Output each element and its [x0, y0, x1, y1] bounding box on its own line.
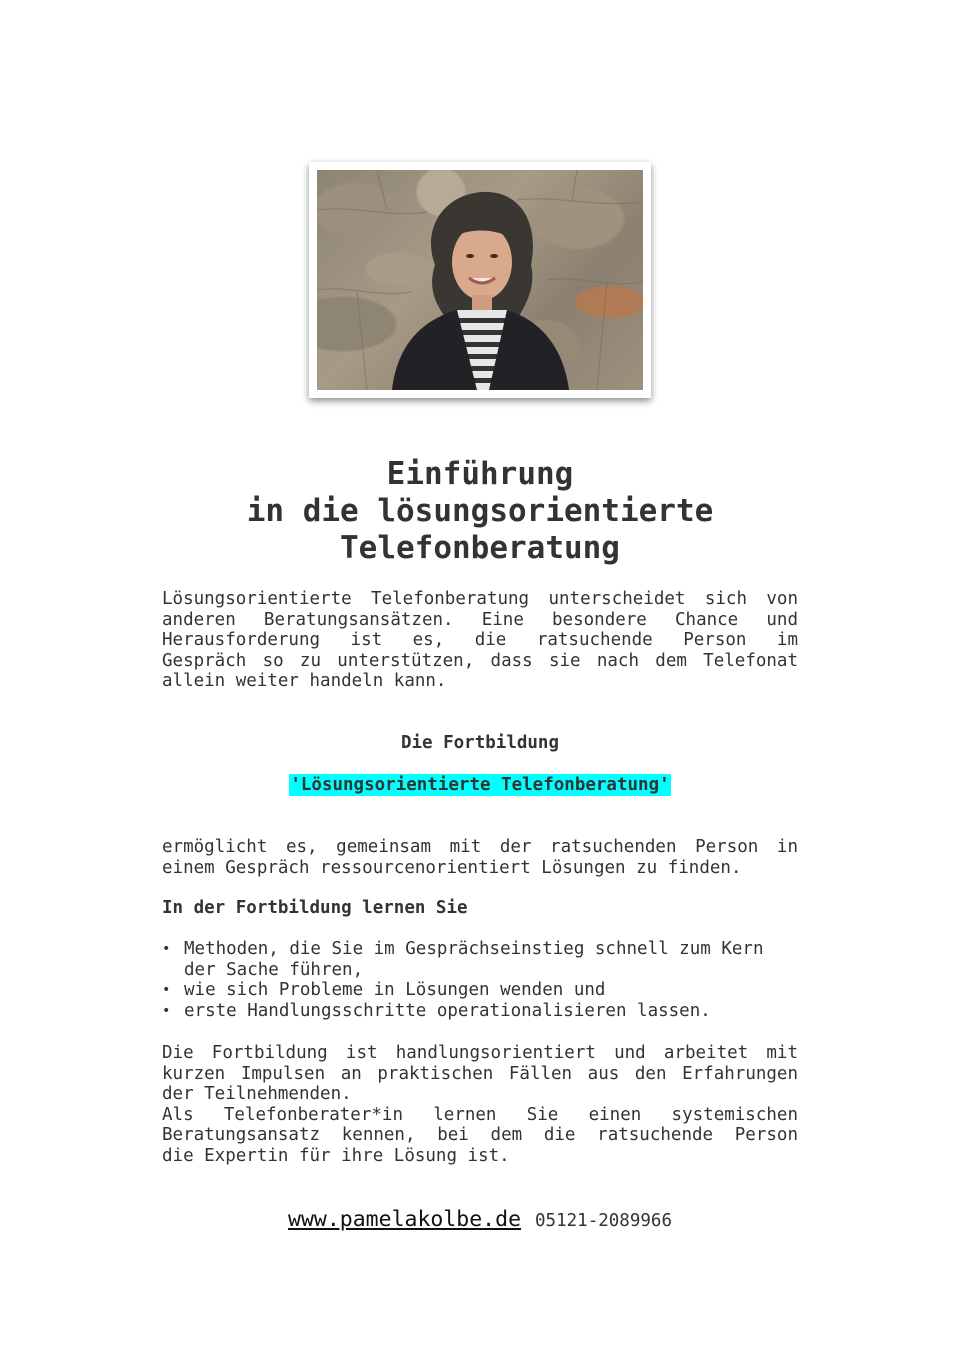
bullet-icon: •: [162, 1002, 171, 1019]
portrait-photo: [317, 170, 643, 390]
website-link[interactable]: www.pamelakolbe.de: [288, 1207, 522, 1232]
fortbildung-heading: Die Fortbildung: [400, 733, 560, 753]
list-item-line: wie sich Probleme in Lösungen wenden und: [184, 980, 606, 1001]
closing-paragraph: [162, 1043, 798, 1167]
intro-line: Herausforderung ist es, die ratsuchende Person im: [162, 630, 798, 651]
closing-line: die Expertin für ihre Lösung ist.: [162, 1145, 510, 1166]
closing-line: kurzen Impulsen an praktischen Fällen aus den Erfahrungen: [162, 1063, 798, 1084]
list-item-line: der Sache führen,: [184, 959, 364, 980]
list-item: [162, 1001, 802, 1022]
enables-paragraph: [162, 837, 798, 878]
title-line: in die lösungsorientierte: [246, 493, 714, 529]
course-name-wrap: [0, 774, 960, 796]
bullet-icon: •: [162, 941, 171, 957]
phone-number: 05121-2089966: [535, 1211, 672, 1231]
closing-line: der Teilnehmenden.: [162, 1084, 352, 1105]
course-name-highlight: 'Lösungsorientierte Telefonberatung': [290, 775, 670, 795]
closing-line: Die Fortbildung ist handlungsorientiert und arbeitet mit: [162, 1043, 798, 1063]
intro-line: Lösungsorientierte Telefonberatung unterscheidet sich von: [162, 589, 798, 609]
enables-line: ermöglicht es, gemeinsam mit der ratsuchenden Person in: [162, 837, 798, 857]
contact-footer: [0, 1207, 960, 1232]
learning-list: [162, 939, 802, 1021]
page-title: [0, 456, 960, 567]
enables-line: einem Gespräch ressourcenorientiert Lösungen zu finden.: [162, 857, 742, 878]
intro-paragraph: [162, 589, 798, 692]
portrait-photo-frame: [309, 162, 651, 398]
portrait-illustration: [317, 170, 643, 390]
title-line: Einführung: [386, 456, 574, 492]
list-item-line: erste Handlungsschritte operationalisieren lassen.: [184, 1000, 711, 1021]
closing-line: Als Telefonberater*in lernen Sie einen systemischen: [162, 1104, 798, 1125]
intro-line: allein weiter handeln kann.: [162, 671, 447, 692]
intro-line: Gespräch so zu unterstützen, dass sie nach dem Telefonat: [162, 650, 798, 671]
list-item-line: Methoden, die Sie im Gesprächseinstieg schnell zum Kern: [184, 939, 764, 959]
list-item: [162, 980, 802, 1001]
list-item: [162, 939, 802, 980]
bullet-icon: •: [162, 982, 171, 999]
closing-line: Beratungsansatz kennen, bei dem die ratsuchende Person: [162, 1125, 798, 1146]
learn-heading: In der Fortbildung lernen Sie: [162, 898, 468, 918]
title-line: Telefonberatung: [340, 530, 620, 566]
intro-line: anderen Beratungsansätzen. Eine besondere Chance und: [162, 609, 798, 630]
